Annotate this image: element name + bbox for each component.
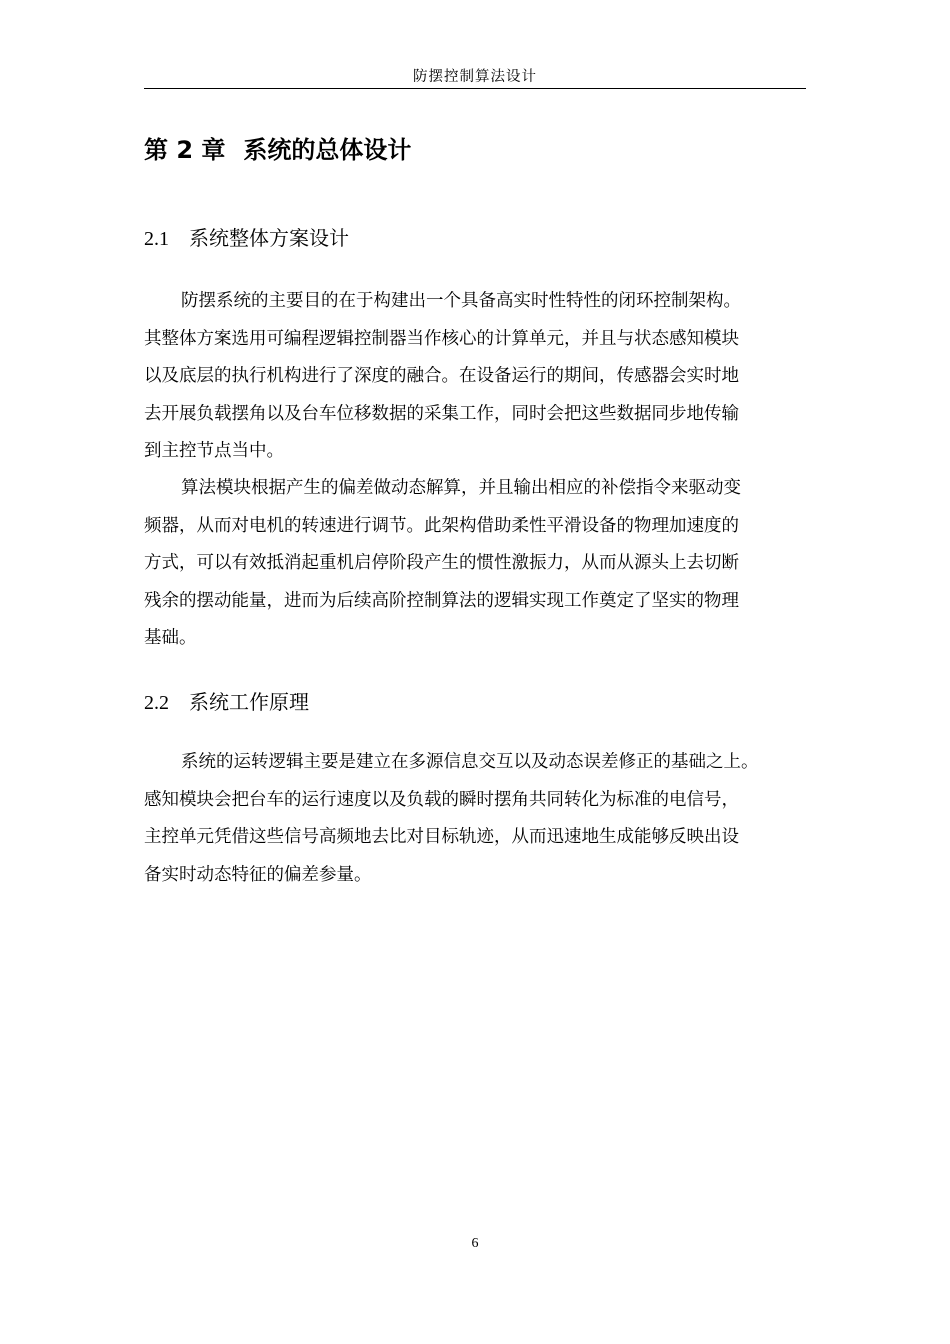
paragraph-line: 到主控节点当中。 [144,441,284,461]
paragraph-line: 系统的运转逻辑主要是建立在多源信息交互以及动态误差修正的基础之上。 [181,752,759,772]
paragraph-line: 算法模块根据产生的偏差做动态解算，并且输出相应的补偿指令来驱动变 [181,478,741,498]
chapter-title: 系统的总体设计 [243,136,412,164]
paragraph-line: 方式，可以有效抵消起重机启停阶段产生的惯性激振力，从而从源头上去切断 [144,553,739,573]
paragraph-system-scheme-2 [144,470,808,658]
running-header-title: 防摆控制算法设计 [413,69,537,85]
paragraph-line: 防摆系统的主要目的在于构建出一个具备高实时性特性的闭环控制架构。 [181,291,741,311]
paragraph-line: 感知模块会把台车的运行速度以及负载的瞬时摆角共同转化为标准的电信号， [144,789,739,810]
paragraph-line: 基础。 [144,628,197,648]
section-number: 2.1 [144,228,169,250]
paragraph-line: 以及底层的执行机构进行了深度的融合。在设备运行的期间，传感器会实时地 [144,366,739,386]
paragraph-line: 去开展负载摆角以及台车位移数据的采集工作，同时会把这些数据同步地传输 [144,403,739,424]
paragraph-line: 备实时动态特征的偏差参量。 [144,864,372,885]
section-number: 2.2 [144,692,169,714]
paragraph-system-scheme-1 [144,283,808,471]
section-heading-2-1 [144,224,349,253]
section-title: 系统工作原理 [189,690,309,714]
paragraph-line: 其整体方案选用可编程逻辑控制器当作核心的计算单元，并且与状态感知模块 [144,328,739,349]
page-number: 6 [471,1236,479,1251]
paragraph-line: 主控单元凭借这些信号高频地去比对目标轨迹，从而迅速地生成能够反映出设 [144,827,739,847]
header-divider [144,88,806,89]
paragraph-line: 频器，从而对电机的转速进行调节。此架构借助柔性平滑设备的物理加速度的 [144,515,739,536]
chapter-heading [144,134,411,166]
section-heading-2-2 [144,688,309,717]
paragraph-line: 残余的摆动能量，进而为后续高阶控制算法的逻辑实现工作奠定了坚实的物理 [144,590,739,611]
section-title: 系统整体方案设计 [189,226,349,250]
chapter-number: 第 2 章 [144,136,226,164]
paragraph-working-principle [144,744,808,894]
